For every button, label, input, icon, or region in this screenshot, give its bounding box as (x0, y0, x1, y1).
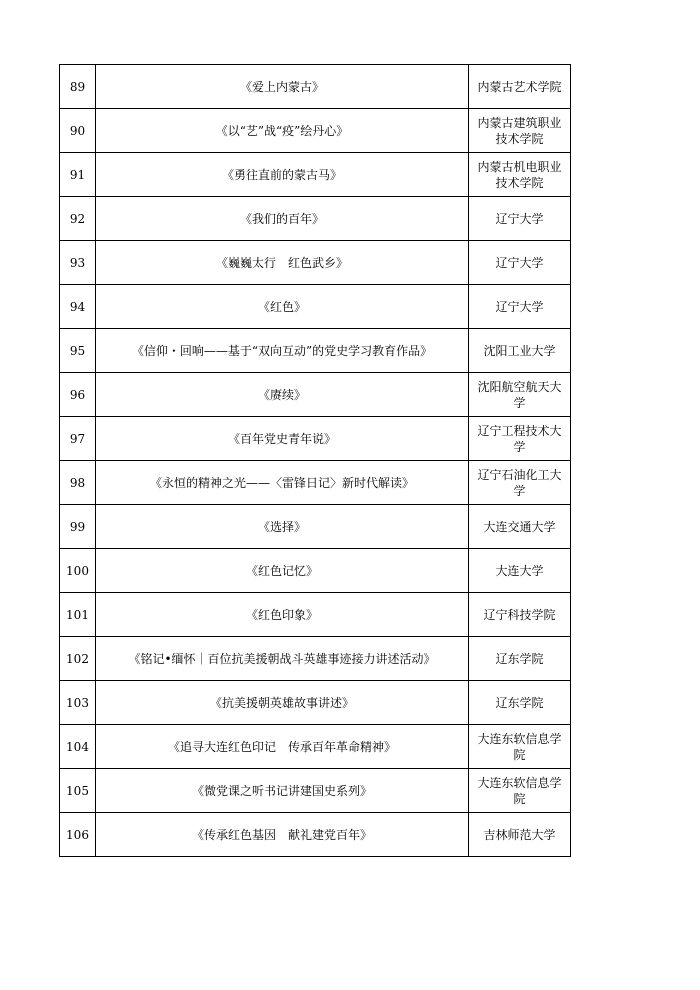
row-number-cell: 100 (60, 549, 96, 593)
work-title-cell: 《抗美援朝英雄故事讲述》 (96, 681, 469, 725)
school-cell: 辽东学院 (469, 637, 571, 681)
school-cell: 辽宁科技学院 (469, 593, 571, 637)
table-row (60, 329, 571, 373)
school-cell: 辽宁大学 (469, 285, 571, 329)
row-number-cell: 105 (60, 769, 96, 813)
table-row (60, 593, 571, 637)
table-row (60, 505, 571, 549)
school-cell: 沈阳工业大学 (469, 329, 571, 373)
table-row (60, 813, 571, 857)
row-number-cell: 97 (60, 417, 96, 461)
row-number-cell: 98 (60, 461, 96, 505)
work-title-cell: 《赓续》 (96, 373, 469, 417)
row-number-cell: 92 (60, 197, 96, 241)
works-table (59, 64, 571, 857)
work-title-cell: 《爱上内蒙古》 (96, 65, 469, 109)
table-row (60, 725, 571, 769)
table-row (60, 769, 571, 813)
table-row (60, 285, 571, 329)
table-row (60, 637, 571, 681)
table-row (60, 373, 571, 417)
work-title-cell: 《信仰・回响——基于“双向互动”的党史学习教育作品》 (96, 329, 469, 373)
row-number-cell: 94 (60, 285, 96, 329)
work-title-cell: 《选择》 (96, 505, 469, 549)
row-number-cell: 95 (60, 329, 96, 373)
school-cell: 大连东软信息学院 (469, 725, 571, 769)
school-cell: 辽宁工程技术大学 (469, 417, 571, 461)
work-title-cell: 《红色》 (96, 285, 469, 329)
table-row (60, 109, 571, 153)
row-number-cell: 93 (60, 241, 96, 285)
school-cell: 辽宁大学 (469, 241, 571, 285)
row-number-cell: 101 (60, 593, 96, 637)
table-row (60, 65, 571, 109)
work-title-cell: 《勇往直前的蒙古马》 (96, 153, 469, 197)
work-title-cell: 《红色记忆》 (96, 549, 469, 593)
work-title-cell: 《百年党史青年说》 (96, 417, 469, 461)
work-title-cell: 《永恒的精神之光——〈雷锋日记〉新时代解读》 (96, 461, 469, 505)
row-number-cell: 89 (60, 65, 96, 109)
school-cell: 内蒙古建筑职业技术学院 (469, 109, 571, 153)
work-title-cell: 《铭记•缅怀｜百位抗美援朝战斗英雄事迹接力讲述活动》 (96, 637, 469, 681)
row-number-cell: 91 (60, 153, 96, 197)
row-number-cell: 96 (60, 373, 96, 417)
table-row (60, 153, 571, 197)
table-row (60, 461, 571, 505)
table-row (60, 417, 571, 461)
school-cell: 吉林师范大学 (469, 813, 571, 857)
row-number-cell: 90 (60, 109, 96, 153)
school-cell: 大连东软信息学院 (469, 769, 571, 813)
work-title-cell: 《追寻大连红色印记 传承百年革命精神》 (96, 725, 469, 769)
table-row (60, 241, 571, 285)
school-cell: 辽东学院 (469, 681, 571, 725)
school-cell: 大连交通大学 (469, 505, 571, 549)
table-row (60, 549, 571, 593)
work-title-cell: 《以“艺”战“疫”绘丹心》 (96, 109, 469, 153)
table-row (60, 197, 571, 241)
row-number-cell: 102 (60, 637, 96, 681)
work-title-cell: 《巍巍太行 红色武乡》 (96, 241, 469, 285)
school-cell: 内蒙古机电职业技术学院 (469, 153, 571, 197)
school-cell: 内蒙古艺术学院 (469, 65, 571, 109)
row-number-cell: 99 (60, 505, 96, 549)
school-cell: 沈阳航空航天大学 (469, 373, 571, 417)
work-title-cell: 《传承红色基因 献礼建党百年》 (96, 813, 469, 857)
row-number-cell: 104 (60, 725, 96, 769)
work-title-cell: 《我们的百年》 (96, 197, 469, 241)
work-title-cell: 《红色印象》 (96, 593, 469, 637)
work-title-cell: 《微党课之听书记讲建国史系列》 (96, 769, 469, 813)
school-cell: 大连大学 (469, 549, 571, 593)
row-number-cell: 106 (60, 813, 96, 857)
school-cell: 辽宁石油化工大学 (469, 461, 571, 505)
school-cell: 辽宁大学 (469, 197, 571, 241)
row-number-cell: 103 (60, 681, 96, 725)
table-row (60, 681, 571, 725)
